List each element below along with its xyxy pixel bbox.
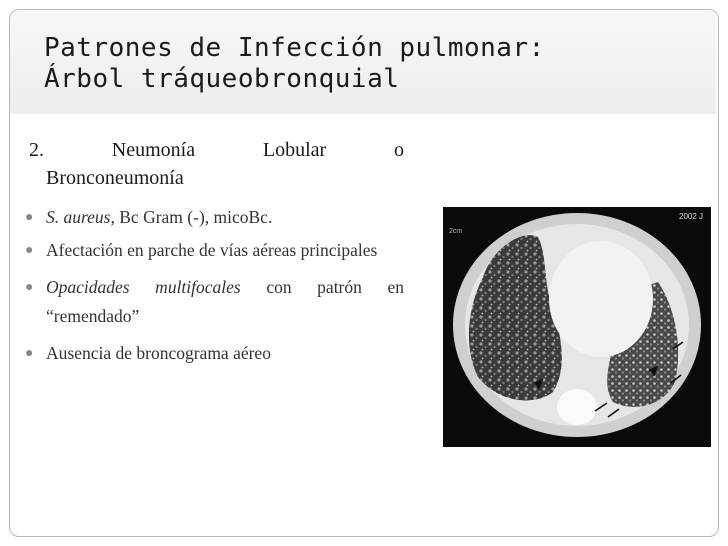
slide-title-line2: Árbol tráqueobronquial: [44, 64, 400, 94]
ct-scan-image: [443, 207, 711, 447]
section-heading: [29, 136, 404, 192]
bullet-item: [22, 273, 404, 331]
heading-word-neumonia: Neumonía: [111, 139, 196, 161]
ct-scan-drawing: [443, 207, 711, 447]
slide-title-line1: Patrones de Infección pulmonar:: [44, 33, 545, 63]
bullet-item: [22, 236, 404, 265]
heading-word-lobular: Lobular: [262, 139, 327, 161]
heading-number: 2.: [29, 139, 44, 161]
ct-label-top-left: 2cm: [449, 228, 463, 235]
ct-label-top-right: 2002 J: [679, 212, 704, 221]
bullet-dot-icon: ●: [25, 280, 34, 295]
bullet-item: [22, 203, 404, 232]
bullet-text: Bc Gram (-), micoBc.: [114, 207, 273, 227]
bullet-text: Ausencia de broncograma aéreo: [46, 343, 271, 363]
bullet-italic: S. aureus,: [46, 207, 115, 227]
bullet-dot-icon: ●: [25, 210, 34, 225]
bullet-text: con patrón en “remendado”: [46, 277, 404, 326]
heading-line2: Bronconeumonía: [46, 167, 184, 189]
bullet-dot-icon: ●: [25, 243, 34, 258]
ct-spine: [557, 389, 597, 425]
bullet-dot-icon: ●: [25, 346, 34, 361]
heading-word-o: o: [393, 139, 404, 161]
ct-heart: [549, 241, 653, 357]
bullet-italic: Opacidades multifocales: [46, 277, 241, 297]
bullet-item: [22, 339, 404, 368]
slide-title: [44, 33, 545, 95]
bullet-text: Afectación en parche de vías aéreas principales: [46, 240, 378, 260]
bullet-list: [22, 203, 404, 376]
